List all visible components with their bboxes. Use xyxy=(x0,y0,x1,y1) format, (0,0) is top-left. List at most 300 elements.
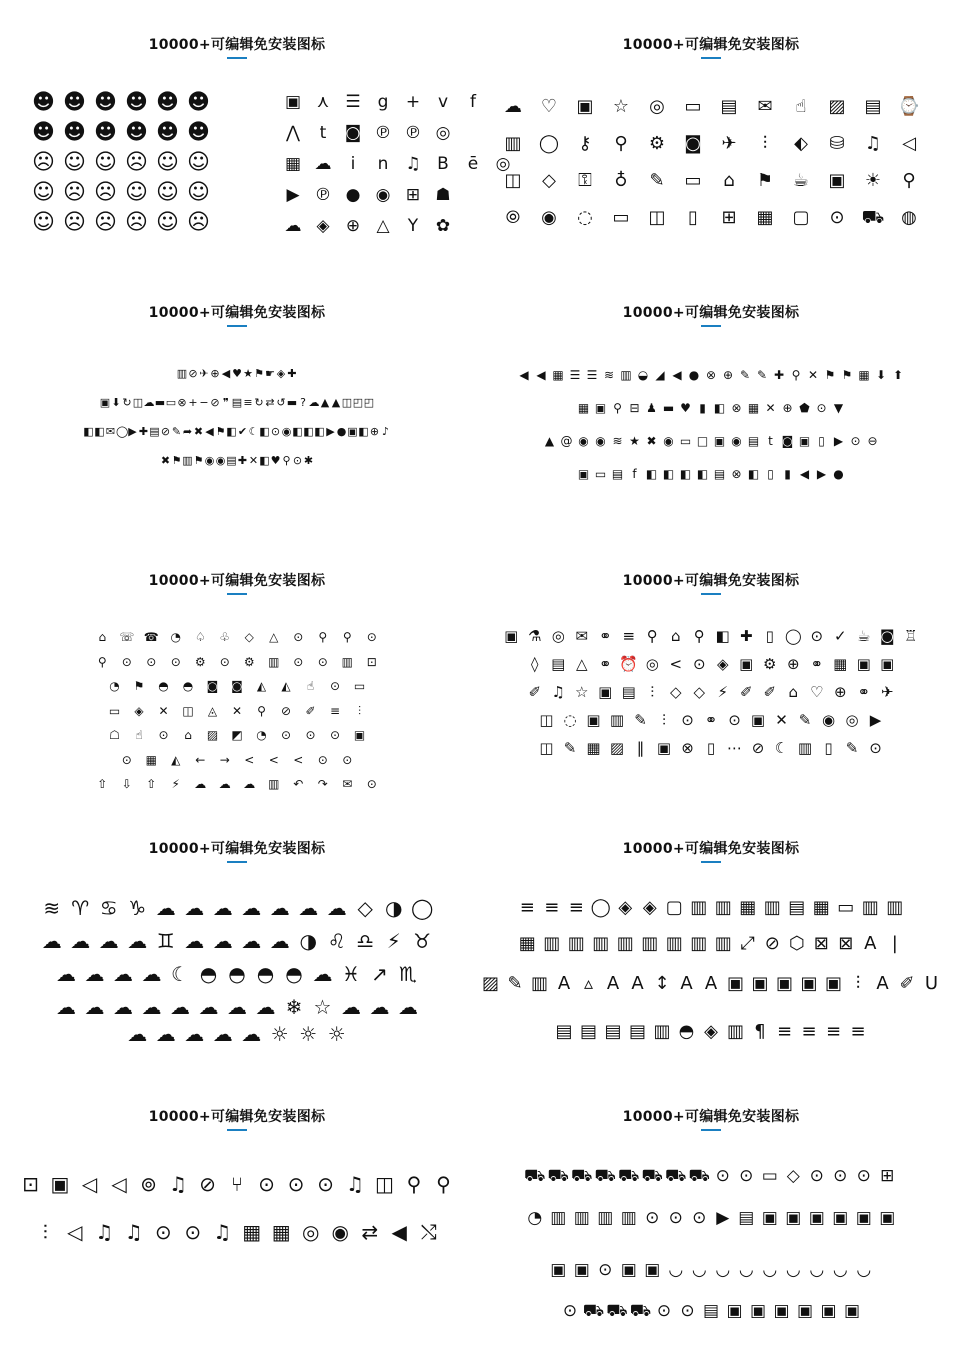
glyph-icon: ⊖ xyxy=(867,434,878,448)
icon-row xyxy=(474,465,948,481)
glyph-icon: ▣ xyxy=(586,711,601,729)
glyph-icon: ◈ xyxy=(716,655,729,673)
glyph-icon: ▥ xyxy=(341,654,353,669)
glyph-icon: ◧ xyxy=(314,425,325,438)
glyph-icon: ♫ xyxy=(551,683,565,701)
glyph-icon: ⊙ xyxy=(656,1301,672,1321)
glyph-icon: ▣ xyxy=(50,1172,70,1196)
glyph-icon: ⊙ xyxy=(293,630,304,644)
glyph-icon: ★ xyxy=(629,434,640,448)
icon-row xyxy=(0,997,474,1017)
glyph-icon: ⊙ xyxy=(292,454,303,467)
glyph-icon: ℗ xyxy=(404,123,422,143)
glyph-icon: ♖ xyxy=(904,627,918,645)
glyph-icon: ✐ xyxy=(763,683,777,701)
glyph-icon: ⛟ xyxy=(665,1166,687,1186)
panel-title: 10000+可编辑免安装图标 xyxy=(622,1109,800,1125)
glyph-icon: ◙ xyxy=(684,133,702,154)
icon-row xyxy=(474,899,948,917)
glyph-icon: ▤ xyxy=(226,454,237,467)
glyph-icon: ▣ xyxy=(713,434,726,448)
glyph-icon: ✱ xyxy=(303,454,314,467)
glyph-icon: ▣ xyxy=(620,1260,637,1280)
icon-row xyxy=(0,1222,474,1242)
glyph-icon: ✚ xyxy=(138,425,149,438)
glyph-icon: ▦ xyxy=(271,1220,291,1244)
glyph-icon: ⫶ xyxy=(855,973,861,994)
glyph-icon: ≡ xyxy=(544,897,560,918)
glyph-icon: ▥ xyxy=(641,933,659,954)
glyph-icon: ⊙ xyxy=(293,654,304,669)
glyph-icon: ⊙ xyxy=(366,777,377,791)
icon-row xyxy=(278,218,468,235)
glyph-icon: ☁ xyxy=(218,777,231,791)
glyph-icon: ▤ xyxy=(231,396,243,409)
glyph-icon: ⋏ xyxy=(316,92,330,112)
icon-row xyxy=(0,775,474,791)
glyph-icon: ◯ xyxy=(538,133,560,154)
glyph-icon: ⊙ xyxy=(329,679,341,693)
glyph-icon: ◙ xyxy=(781,434,794,448)
glyph-icon: ⊙ xyxy=(739,1166,754,1186)
glyph-icon: ⊙ xyxy=(317,654,328,669)
glyph-icon: ▯ xyxy=(824,739,833,757)
glyph-icon: ☾ xyxy=(248,425,259,438)
glyph-icon: ▵ xyxy=(583,973,594,994)
glyph-icon: ☁ xyxy=(243,777,256,791)
glyph-icon: ☻ xyxy=(125,90,148,115)
glyph-icon: ☁ xyxy=(127,1022,148,1046)
glyph-icon: < xyxy=(669,655,683,673)
glyph-icon: ☁ xyxy=(194,777,207,791)
glyph-icon: ☺ xyxy=(156,150,179,175)
glyph-icon: ▭ xyxy=(684,170,702,191)
glyph-icon: ☾ xyxy=(171,962,189,986)
glyph-icon: ☼ xyxy=(327,1022,346,1046)
glyph-icon: ⚲ xyxy=(902,170,916,191)
title-underline xyxy=(701,861,721,863)
glyph-icon: ⊘ xyxy=(160,425,171,438)
glyph-icon: ✚ xyxy=(773,368,785,382)
glyph-icon: □ xyxy=(696,434,709,448)
glyph-icon: ◧ xyxy=(259,454,270,467)
glyph-icon: ◧ xyxy=(94,425,105,438)
glyph-icon: ◁ xyxy=(67,1220,83,1244)
glyph-icon: ▯ xyxy=(767,467,774,481)
glyph-icon: ◇ xyxy=(244,630,254,644)
glyph-icon: ☺ xyxy=(32,180,55,205)
glyph-icon: ● xyxy=(336,425,347,438)
glyph-icon: ♫ xyxy=(124,1220,143,1244)
glyph-icon: ⚲ xyxy=(97,654,107,669)
title-underline xyxy=(701,57,721,59)
glyph-icon: ⛟ xyxy=(571,1166,593,1186)
glyph-icon: ☁ xyxy=(314,154,332,174)
glyph-icon: ¶ xyxy=(754,1021,766,1042)
glyph-icon: ✎ xyxy=(649,170,665,191)
glyph-icon: ▣ xyxy=(550,1260,567,1280)
glyph-icon: ⊘ xyxy=(764,933,780,954)
glyph-icon: ♉ xyxy=(413,929,432,953)
glyph-icon: ☻ xyxy=(94,90,117,115)
icon-row xyxy=(474,209,948,227)
glyph-icon: < xyxy=(268,752,279,767)
glyph-icon: ◎ xyxy=(845,711,859,729)
glyph-icon: ⌂ xyxy=(670,627,681,645)
glyph-icon: ◧ xyxy=(303,425,314,438)
icon-row xyxy=(0,751,474,767)
glyph-icon: ▣ xyxy=(832,1208,849,1228)
glyph-icon: ✎ xyxy=(739,368,751,382)
glyph-icon: ◬ xyxy=(207,703,218,718)
glyph-icon: ◎ xyxy=(645,655,659,673)
panel-title: 10000+可编辑免安装图标 xyxy=(148,841,326,857)
glyph-icon: ☝ xyxy=(795,96,807,117)
icon-row xyxy=(0,931,474,951)
glyph-icon: ▤ xyxy=(738,1208,755,1228)
glyph-icon: ▣ xyxy=(749,1301,767,1321)
glyph-icon: ▦ xyxy=(756,207,774,228)
icon-row xyxy=(28,212,218,234)
glyph-icon: ◡ xyxy=(832,1260,848,1280)
glyph-icon: ☾ xyxy=(774,739,789,757)
icon-row xyxy=(0,726,474,742)
glyph-icon: ▯ xyxy=(765,627,774,645)
glyph-icon: ▤ xyxy=(149,425,160,438)
glyph-icon: ⊗ xyxy=(705,368,717,382)
icon-row xyxy=(474,740,948,756)
glyph-icon: ◌ xyxy=(563,711,577,729)
glyph-icon: ☁ xyxy=(155,1022,176,1046)
glyph-icon: A xyxy=(557,973,571,994)
glyph-icon: ☁ xyxy=(56,995,76,1019)
glyph-icon: ⊙ xyxy=(121,654,132,669)
glyph-icon: ▥ xyxy=(714,897,732,918)
glyph-icon: ◓ xyxy=(158,679,169,693)
glyph-icon: ◧ xyxy=(292,425,303,438)
glyph-icon: ⊙ xyxy=(258,1172,275,1196)
glyph-icon: ▦ xyxy=(833,655,848,673)
glyph-icon: ℗ xyxy=(374,123,392,143)
icon-row xyxy=(0,451,474,467)
glyph-icon: ⊙ xyxy=(317,1172,334,1196)
glyph-icon: ✎ xyxy=(563,739,577,757)
glyph-icon: ⊘ xyxy=(199,1172,216,1196)
glyph-icon: ♫ xyxy=(405,154,421,174)
glyph-icon: ⊠ xyxy=(838,933,854,954)
glyph-icon: ⊙ xyxy=(366,630,377,644)
glyph-icon: ◓ xyxy=(678,1021,695,1042)
glyph-icon: ⚑ xyxy=(756,170,774,191)
glyph-icon: ⊙ xyxy=(158,728,169,742)
glyph-icon: ⚭ xyxy=(598,655,612,673)
glyph-icon: ◫ xyxy=(375,1172,394,1196)
icon-row xyxy=(28,122,218,144)
glyph-icon: ◊ xyxy=(531,655,539,673)
panel-7 xyxy=(0,804,474,1072)
glyph-icon: ⤢ xyxy=(740,933,755,954)
glyph-icon: ▥ xyxy=(530,973,548,994)
glyph-icon: ☁ xyxy=(184,896,205,920)
glyph-icon: ⌂ xyxy=(184,728,192,742)
glyph-icon: ▦ xyxy=(242,1220,262,1244)
glyph-icon: ⇧ xyxy=(97,777,108,791)
panel-10 xyxy=(474,1072,948,1340)
glyph-icon: ▤ xyxy=(713,467,726,481)
glyph-icon: ⚑ xyxy=(171,454,182,467)
glyph-icon: ⛟ xyxy=(524,1166,546,1186)
glyph-icon: ◀ xyxy=(672,368,682,382)
glyph-icon: ≡ xyxy=(243,396,253,409)
glyph-icon: ◀ xyxy=(391,1220,407,1244)
glyph-icon: ▨ xyxy=(481,973,499,994)
glyph-icon: ⚑ xyxy=(193,454,204,467)
glyph-icon: ⫶ xyxy=(650,683,655,701)
icon-row xyxy=(28,152,218,174)
glyph-icon: ◉ xyxy=(821,711,836,729)
glyph-icon: ◡ xyxy=(809,1260,825,1280)
glyph-icon: ◈ xyxy=(276,367,286,380)
glyph-icon: ☖ xyxy=(109,728,120,742)
glyph-icon: ▤ xyxy=(555,1021,573,1042)
glyph-icon: ✚ xyxy=(287,367,297,380)
glyph-icon: ☁ xyxy=(84,962,105,986)
glyph-icon: ☺ xyxy=(187,150,210,175)
glyph-icon: △ xyxy=(575,655,588,673)
glyph-icon: ⚙ xyxy=(648,133,666,154)
glyph-icon: ☺ xyxy=(156,210,179,235)
glyph-icon: ◈ xyxy=(618,897,633,918)
glyph-icon: ◭ xyxy=(171,752,181,767)
glyph-icon: ♋ xyxy=(99,896,118,920)
panel-3 xyxy=(0,268,474,536)
glyph-icon: ☹ xyxy=(63,210,86,235)
panel-title: 10000+可编辑免安装图标 xyxy=(622,841,800,857)
glyph-icon: ▤ xyxy=(621,683,636,701)
glyph-icon: ✕ xyxy=(248,454,259,467)
glyph-icon: ☁ xyxy=(241,929,262,953)
glyph-icon: ☹ xyxy=(94,180,117,205)
glyph-icon: ▣ xyxy=(573,1260,590,1280)
glyph-icon: ◙ xyxy=(879,627,895,645)
glyph-icon: ⊕ xyxy=(782,401,793,415)
glyph-icon: ▥ xyxy=(567,933,585,954)
glyph-icon: ⬆ xyxy=(892,368,904,382)
glyph-icon: ♡ xyxy=(540,96,558,117)
glyph-icon: ⚲ xyxy=(646,627,658,645)
glyph-icon: ◉ xyxy=(541,207,557,228)
glyph-icon: ◫ xyxy=(539,711,554,729)
glyph-icon: ↻ xyxy=(254,396,264,409)
glyph-icon: ⊗ xyxy=(177,396,187,409)
panel-title: 10000+可编辑免安装图标 xyxy=(622,305,800,321)
glyph-icon: ◇ xyxy=(786,1166,800,1186)
glyph-icon: ◁ xyxy=(81,1172,98,1196)
glyph-icon: ℗ xyxy=(314,185,332,205)
glyph-icon: ✎ xyxy=(507,973,523,994)
panel-8 xyxy=(474,804,948,1072)
glyph-icon: ⊙ xyxy=(728,711,741,729)
panel-title: 10000+可编辑免安装图标 xyxy=(148,573,326,589)
glyph-icon: ☁ xyxy=(269,896,290,920)
glyph-icon: △ xyxy=(269,630,279,644)
glyph-icon: ⊙ xyxy=(833,1166,848,1186)
icon-row xyxy=(474,366,948,382)
glyph-icon: ▣ xyxy=(99,396,111,409)
glyph-icon: ♎ xyxy=(356,929,375,953)
glyph-icon: ◡ xyxy=(738,1260,754,1280)
glyph-icon: t xyxy=(319,123,327,143)
glyph-icon: ⊙ xyxy=(562,1301,578,1321)
glyph-icon: ⛁ xyxy=(829,133,845,154)
icon-row xyxy=(0,393,474,409)
glyph-icon: ▥ xyxy=(616,933,634,954)
glyph-icon: ◧ xyxy=(259,425,270,438)
glyph-icon: ▦ xyxy=(284,154,302,174)
glyph-icon: ⚑ xyxy=(841,368,853,382)
glyph-icon: ≡ xyxy=(568,897,584,918)
title-underline xyxy=(701,325,721,327)
glyph-icon: ☁ xyxy=(184,1022,205,1046)
panel-5 xyxy=(0,536,474,804)
glyph-icon: ▭ xyxy=(108,703,121,718)
glyph-icon: ≋ xyxy=(612,434,623,448)
glyph-icon: ◔ xyxy=(527,1208,543,1228)
glyph-icon: ♫ xyxy=(346,1172,364,1196)
glyph-icon: ♫ xyxy=(213,1220,232,1244)
glyph-icon: t xyxy=(768,434,773,448)
glyph-icon: ↶ xyxy=(293,777,304,791)
glyph-icon: ▣ xyxy=(785,1208,802,1228)
glyph-icon: ◉ xyxy=(281,425,292,438)
glyph-icon: ▣ xyxy=(726,1301,743,1321)
glyph-icon: ⛟ xyxy=(641,1166,663,1186)
glyph-icon: Y xyxy=(407,216,419,236)
glyph-icon: ▣ xyxy=(808,1208,825,1228)
glyph-icon: ⊙ xyxy=(829,207,845,228)
glyph-icon: ⚲ xyxy=(342,630,352,644)
glyph-icon: ⚲ xyxy=(406,1172,422,1196)
glyph-icon: ⊙ xyxy=(715,1166,730,1186)
glyph-icon: ◎ xyxy=(302,1220,320,1244)
glyph-icon: ☰ xyxy=(586,368,598,382)
glyph-icon: ⋯ xyxy=(727,739,742,757)
icon-row xyxy=(474,98,948,116)
glyph-icon: ◡ xyxy=(762,1260,778,1280)
glyph-icon: ⚙ xyxy=(194,654,206,669)
glyph-icon: ☆ xyxy=(575,683,589,701)
panel-title: 10000+可编辑免安装图标 xyxy=(148,37,326,53)
glyph-icon: ▣ xyxy=(856,655,871,673)
glyph-icon: ♏ xyxy=(399,962,417,986)
glyph-icon: ▦ xyxy=(739,897,757,918)
glyph-icon: v xyxy=(437,92,449,112)
glyph-icon: ⤭ xyxy=(420,1220,437,1244)
glyph-icon: ◢ xyxy=(655,368,665,382)
glyph-icon: ⊟ xyxy=(629,401,640,415)
glyph-icon: ⚑ xyxy=(215,425,226,438)
glyph-icon: ⬇ xyxy=(111,396,121,409)
glyph-icon: ▣ xyxy=(504,627,519,645)
glyph-icon: ‖ xyxy=(636,739,645,757)
glyph-icon: ▭ xyxy=(612,207,630,228)
glyph-icon: ⬖ xyxy=(794,133,808,154)
glyph-icon: ◉ xyxy=(215,454,226,467)
glyph-icon: ▥ xyxy=(597,1208,614,1228)
glyph-icon: ▶ xyxy=(833,434,844,448)
glyph-icon: ▤ xyxy=(551,655,566,673)
glyph-icon: ⫶ xyxy=(762,133,768,154)
glyph-icon: ◫ xyxy=(182,703,194,718)
glyph-icon: ◀ xyxy=(799,467,810,481)
glyph-icon: ⚡ xyxy=(717,683,729,701)
glyph-icon: ☁ xyxy=(141,962,162,986)
glyph-icon: ▭ xyxy=(679,434,692,448)
glyph-icon: ◁ xyxy=(111,1172,127,1196)
glyph-icon: ◰ xyxy=(352,396,364,409)
glyph-icon: ⚲ xyxy=(614,133,628,154)
glyph-icon: ◯ xyxy=(590,897,611,918)
glyph-icon: ◫ xyxy=(132,396,144,409)
glyph-icon: ▣ xyxy=(644,1260,661,1280)
glyph-icon: ⊙ xyxy=(317,752,328,767)
glyph-icon: ⊙ xyxy=(270,425,281,438)
glyph-icon: g xyxy=(377,92,389,112)
glyph-icon: ◧ xyxy=(713,401,726,415)
glyph-icon: ☎ xyxy=(143,630,159,644)
glyph-icon: ⋀ xyxy=(286,123,300,143)
glyph-icon: ◔ xyxy=(256,728,267,742)
glyph-icon: ⊕ xyxy=(786,655,800,673)
glyph-icon: ◯ xyxy=(411,896,434,920)
glyph-icon: ▣ xyxy=(800,973,818,994)
glyph-icon: ◙ xyxy=(206,679,219,693)
glyph-icon: ▶ xyxy=(816,467,827,481)
glyph-icon: ✕ xyxy=(231,703,243,718)
glyph-icon: B xyxy=(437,154,449,174)
glyph-icon: n xyxy=(377,154,389,174)
glyph-icon: ▦ xyxy=(858,368,870,382)
glyph-icon: ◯ xyxy=(116,425,129,438)
glyph-icon: ◀ xyxy=(536,368,546,382)
glyph-icon: ↺ xyxy=(276,396,286,409)
glyph-icon: ⊙ xyxy=(219,654,230,669)
glyph-icon: ▶ xyxy=(716,1208,730,1228)
glyph-icon: ☻ xyxy=(32,120,55,145)
glyph-icon: ▣ xyxy=(879,1208,896,1228)
glyph-icon: ☁ xyxy=(113,995,133,1019)
glyph-icon: ◉ xyxy=(595,434,606,448)
glyph-icon: ☁ xyxy=(41,929,62,953)
glyph-icon: ◀ xyxy=(205,425,214,438)
glyph-icon: A xyxy=(876,973,889,994)
glyph-icon: ♥ xyxy=(270,454,281,467)
glyph-icon: ▥ xyxy=(797,739,813,757)
glyph-icon: ♥ xyxy=(680,401,691,415)
glyph-icon: ⊙ xyxy=(154,1220,172,1244)
glyph-icon: ▣ xyxy=(773,1301,790,1321)
glyph-icon: ≡ xyxy=(776,1021,793,1042)
glyph-icon: U xyxy=(924,973,939,994)
glyph-icon: ⌂ xyxy=(788,683,799,701)
glyph-icon: ▣ xyxy=(656,739,672,757)
glyph-icon: ↕ xyxy=(654,973,670,994)
glyph-icon: ≋ xyxy=(603,368,615,382)
title-underline xyxy=(227,1129,247,1131)
glyph-icon: ☁ xyxy=(84,995,105,1019)
glyph-icon: ⛟ xyxy=(688,1166,710,1186)
glyph-icon: ▤ xyxy=(747,434,760,448)
